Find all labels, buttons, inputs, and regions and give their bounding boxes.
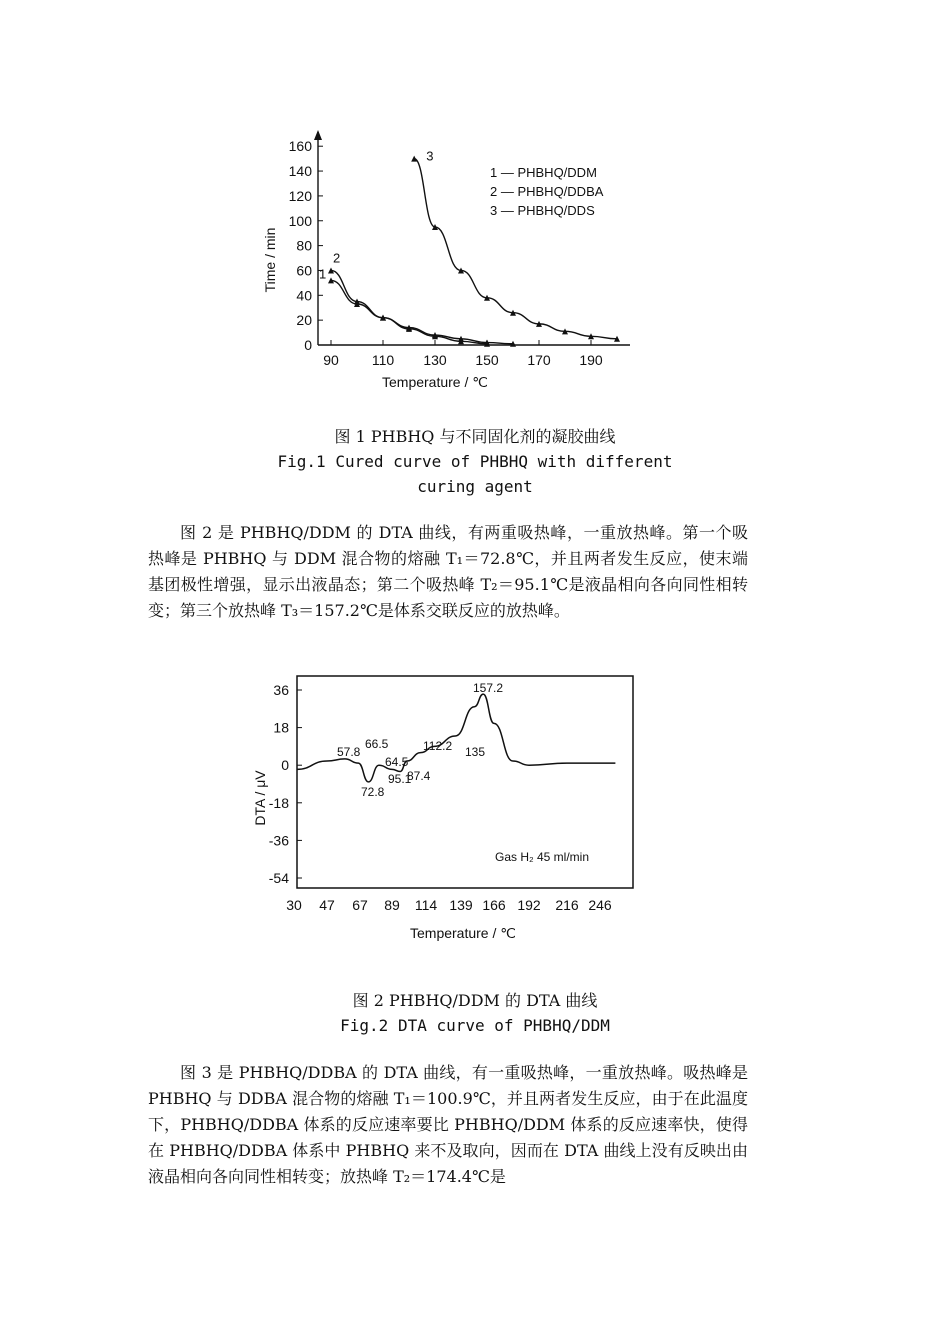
peak-label: 112.2 [423,739,453,753]
peak-label: 135 [465,745,486,759]
y-tick-label: 0 [304,337,312,353]
x-tick-label: 90 [323,352,339,368]
paragraph-2 [148,1060,748,1190]
paragraph-2-text: 图 3 是 PHBHQ/DDBA 的 DTA 曲线，有一重吸热峰，一重放热峰。吸热峰是 PHBHQ 与 DDBA 混合物的熔融 T₁＝100.9℃，并且两者发生反应，由于在此温度下，PHBHQ/DDBA 体系的反应速率要比 PHBHQ/DDM 体系的反应速率快，使得在 PHBHQ/DDBA 体系中 PHBHQ 来不及取向，因而在 DTA 曲线上没有反映出由液晶相向各向同性相转变；放热峰 T₂＝174.4℃是 [148,1063,748,1186]
x-tick-label: 139 [449,897,473,913]
y-tick-label: 160 [288,138,312,155]
chart-legend [490,165,604,218]
x-tick-label: 67 [352,897,368,913]
peak-label: 66.5 [365,737,389,751]
peak-label: 157.2 [473,681,504,695]
y-tick-label: 80 [296,237,312,254]
y-axis-label: Time / min [262,227,278,293]
paragraph-1-text: 图 2 是 PHBHQ/DDM 的 DTA 曲线，有两重吸热峰，一重放热峰。第一个吸热峰是 PHBHQ 与 DDM 混合物的熔融 T₁＝72.8℃，并且两者发生反应，使末端基团极性增强，显示出液晶态；第二个吸热峰 T₂＝95.1℃是液晶相向各向同性相转变；第三个放热峰 T₃＝157.2℃是体系交联反应的放热峰。 [148,523,748,620]
peak-label: 72.8 [361,785,385,799]
x-tick-label: 216 [555,897,579,913]
y-tick-label: 18 [273,719,289,736]
figure1-caption-en-line2: curing agent [417,477,533,496]
legend-item: 3 — PHBHQ/DDS [490,203,595,218]
figure1-caption-cn: 图 1 PHBHQ 与不同固化剂的凝胶曲线 [334,427,616,446]
series-1-line [331,280,513,343]
peak-label: 87.4 [407,769,431,783]
x-tick-label: 130 [423,352,447,368]
x-tick-label: 192 [517,897,541,913]
gas-annotation: Gas H₂ 45 ml/min [495,850,590,864]
figure2-caption-en: Fig.2 DTA curve of PHBHQ/DDM [340,1016,610,1035]
dta-curve [297,694,615,782]
y-tick-label: -18 [268,794,289,811]
y-axis-label: DTA / μV [252,770,268,826]
legend-item: 2 — PHBHQ/DDBA [490,184,604,199]
y-tick-label: 36 [273,682,289,698]
y-tick-label: -54 [268,870,289,886]
x-tick-label: 30 [286,897,302,913]
y-tick-label: 20 [296,312,312,329]
x-tick-label: 110 [371,352,395,368]
chart-axes [269,676,633,913]
curve-label-2: 2 [333,250,341,266]
peak-label: 95.1 [388,772,412,786]
x-tick-label: 47 [319,897,335,913]
figure2-caption-cn: 图 2 PHBHQ/DDM 的 DTA 曲线 [352,991,598,1010]
legend-item: 1 — PHBHQ/DDM [490,165,597,180]
x-tick-label: 170 [527,352,551,368]
x-tick-label: 166 [482,897,506,913]
figure1-caption-en-line1: Fig.1 Cured curve of PHBHQ with different [277,452,673,471]
y-axis-arrow [314,130,322,140]
y-tick-label: 120 [288,187,312,204]
y-tick-label: 100 [288,212,312,229]
chart-series-group [297,694,615,782]
peak-label: 57.8 [337,745,361,759]
peak-labels [337,681,503,799]
x-axis-label: Temperature / ℃ [382,374,488,390]
y-tick-label: 40 [296,287,312,304]
x-tick-label: 114 [414,897,438,913]
x-tick-label: 246 [588,897,612,913]
y-tick-label: 60 [296,262,312,279]
y-tick-label: -36 [268,832,289,849]
gel-curve-chart [255,125,635,395]
y-tick-label: 140 [288,163,312,180]
x-axis-label: Temperature / ℃ [410,925,516,941]
curve-label-1: 1 [319,266,327,282]
series-3-point [411,156,417,162]
x-tick-label: 89 [384,897,400,913]
peak-label: 64.5 [385,755,409,769]
curve-label-3: 3 [426,148,434,164]
y-tick-label: 0 [281,757,289,774]
dta-curve-chart [245,668,655,948]
paragraph-1 [148,520,748,624]
x-tick-label: 150 [475,352,499,368]
x-tick-label: 190 [579,352,603,368]
series-2-line [331,270,487,343]
